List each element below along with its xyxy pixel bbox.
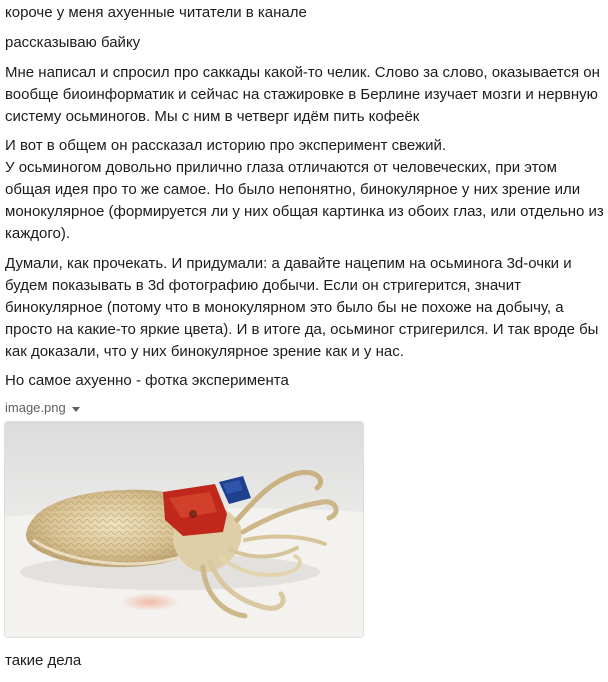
message-line: общая идея про то же самое. Но было непонятно, бинокулярное у них зрение или [5,181,581,198]
message-line: вообще биоинформатик и сейчас на стажировке в Берлине изучает мозги и нервную [5,86,598,103]
attachment-image[interactable] [4,421,364,638]
attachment-header[interactable] [5,399,80,417]
message [5,32,605,54]
message-text: Но самое ахуенно - фотка эксперимента [5,372,289,389]
message-line: Мне написал и спросил про саккады какой-то челик. Слово за слово, оказывается он [5,64,600,81]
cuttlefish-photo [5,422,363,637]
chevron-down-icon[interactable] [72,407,80,412]
message-text: короче у меня ахуенные читатели в канале [5,4,307,21]
message-line: просто на какие-то яркие цвета). И в итоге да, осьминог стригерился. И так вроде бы [5,321,599,338]
message-line: бинокулярное (потому что в монокулярном это было бы не похоже на добычу, а [5,299,564,316]
message [5,135,605,245]
message [5,370,605,392]
message-line: каждого). [5,225,71,242]
message [5,253,605,363]
message-text: рассказываю байку [5,34,141,51]
message [5,62,605,128]
message-line: монокулярное (формируется ли у них общая картинка из обоих глаз, или отдельно из [5,203,604,220]
message-line: систему осьминогов. Мы с ним в четверг идём пить кофеёк [5,108,420,125]
message-line: И вот в общем он рассказал историю про эксперимент свежий. [5,137,447,154]
message-line: как доказали, что у них бинокулярное зрение как и у нас. [5,343,404,360]
attachment-filename[interactable]: image.png [5,400,66,415]
message-line: Думали, как прочекать. И придумали: а давайте нацепим на осьминога 3d-очки и [5,255,572,272]
message-line: У осьминогом довольно прилично глаза отличаются от человеческих, при этом [5,159,557,176]
message [5,650,605,672]
message-text: такие дела [5,652,82,669]
message [5,2,605,24]
message-line: будем показывать в 3d фотографию добычи. Если он стригерится, значит [5,277,521,294]
